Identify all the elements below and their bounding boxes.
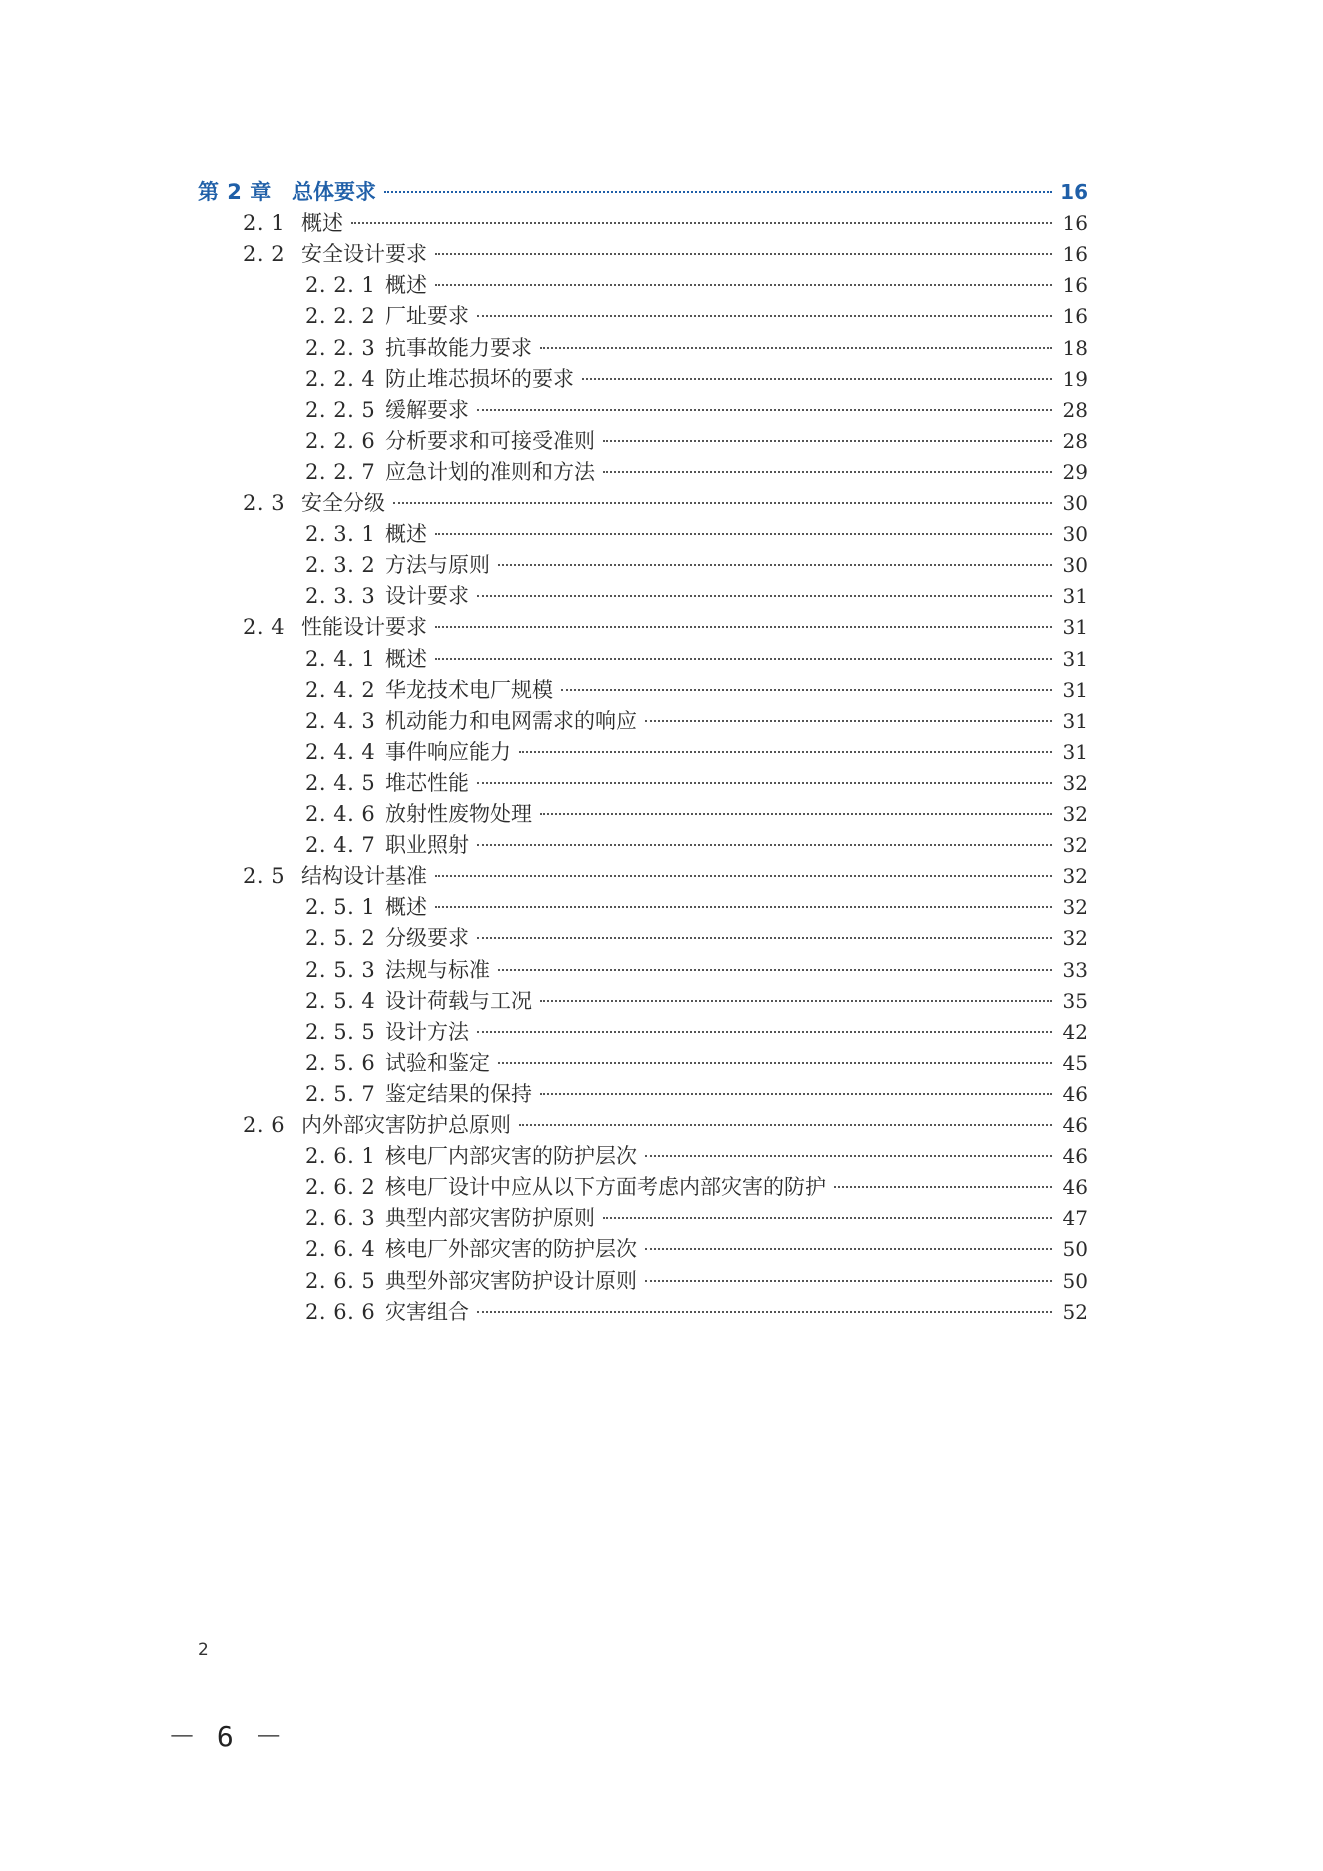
toc-title: 厂址要求 xyxy=(385,304,469,329)
toc-page-number: 45 xyxy=(1062,1050,1088,1075)
toc-page-number: 16 xyxy=(1062,211,1088,236)
dot-leader xyxy=(540,1093,1052,1095)
dot-leader xyxy=(540,347,1052,349)
toc-title: 典型内部灾害防护原则 xyxy=(385,1206,595,1231)
toc-page-number: 16 xyxy=(1062,242,1088,267)
toc-number: 2. 6. 1 xyxy=(305,1144,376,1169)
toc-title: 堆芯性能 xyxy=(385,770,469,795)
dot-leader xyxy=(477,409,1052,411)
dot-leader xyxy=(435,253,1052,255)
toc-title: 概述 xyxy=(385,273,427,298)
dot-leader xyxy=(435,906,1052,908)
dot-leader xyxy=(540,1000,1052,1002)
toc-title: 设计要求 xyxy=(385,584,469,609)
toc-title: 核电厂外部灾害的防护层次 xyxy=(385,1237,637,1262)
toc-page-number: 31 xyxy=(1062,584,1088,609)
toc-page-number: 42 xyxy=(1062,1019,1088,1044)
toc-page-number: 46 xyxy=(1062,1144,1088,1169)
dot-leader xyxy=(435,626,1052,628)
toc-title: 抗事故能力要求 xyxy=(385,335,532,360)
toc-page-number: 31 xyxy=(1062,677,1088,702)
toc-title: 安全设计要求 xyxy=(301,242,427,267)
toc-title: 结构设计基准 xyxy=(301,864,427,889)
dot-leader xyxy=(435,875,1052,877)
dot-leader xyxy=(645,720,1052,722)
toc-number: 2. 6. 4 xyxy=(305,1237,376,1262)
toc-title: 概述 xyxy=(301,211,343,236)
toc-page-number: 30 xyxy=(1062,522,1088,547)
toc-number: 2. 2. 1 xyxy=(305,273,376,298)
toc-title: 防止堆芯损坏的要求 xyxy=(385,366,574,391)
toc-number: 2. 2. 6 xyxy=(305,428,376,453)
toc-page-number: 31 xyxy=(1062,739,1088,764)
toc-page-number: 31 xyxy=(1062,646,1088,671)
toc-number: 2. 5. 6 xyxy=(305,1050,376,1075)
toc-page-number: 30 xyxy=(1062,553,1088,578)
toc-number: 2. 4. 5 xyxy=(305,770,376,795)
toc-number: 2. 3. 2 xyxy=(305,553,376,578)
book-page-number: 2 xyxy=(198,1640,209,1660)
toc-page-number: 46 xyxy=(1062,1175,1088,1200)
toc-title: 鉴定结果的保持 xyxy=(385,1081,532,1106)
toc-number: 2. 6. 5 xyxy=(305,1268,376,1293)
toc-page-number: 18 xyxy=(1062,335,1088,360)
dot-leader xyxy=(435,533,1052,535)
dot-leader xyxy=(477,595,1052,597)
toc-subsection xyxy=(305,1294,1088,1331)
dot-leader xyxy=(435,658,1052,660)
toc-number: 2. 6. 6 xyxy=(305,1299,376,1324)
toc-title: 试验和鉴定 xyxy=(385,1050,490,1075)
dot-leader xyxy=(393,502,1052,504)
toc-title: 华龙技术电厂规模 xyxy=(385,677,553,702)
dot-leader xyxy=(477,937,1052,939)
toc-number: 2. 1 xyxy=(243,211,286,236)
toc-number: 2. 6 xyxy=(243,1113,286,1137)
toc-page-number: 32 xyxy=(1062,802,1088,826)
dot-leader xyxy=(519,751,1052,753)
toc-title: 灾害组合 xyxy=(385,1299,469,1324)
toc-number: 2. 4. 6 xyxy=(305,802,376,826)
toc-title: 应急计划的准则和方法 xyxy=(385,459,595,484)
toc-title: 概述 xyxy=(385,522,427,547)
toc-number: 2. 4 xyxy=(243,615,286,640)
toc-page-number: 32 xyxy=(1062,895,1088,920)
toc-page-number: 16 xyxy=(1060,180,1088,204)
dot-leader xyxy=(498,969,1052,971)
toc-page-number: 29 xyxy=(1062,459,1088,484)
toc-number: 2. 2. 5 xyxy=(305,397,376,422)
toc-title: 核电厂设计中应从以下方面考虑内部灾害的防护 xyxy=(385,1175,826,1200)
dot-leader xyxy=(561,689,1052,691)
toc-page-number: 28 xyxy=(1062,428,1088,453)
toc-number: 2. 6. 2 xyxy=(305,1175,376,1200)
toc-title: 方法与原则 xyxy=(385,553,490,578)
toc-page-number: 32 xyxy=(1062,926,1088,951)
toc-number: 2. 2 xyxy=(243,242,286,267)
toc-title: 放射性废物处理 xyxy=(385,802,532,826)
toc-page-number: 32 xyxy=(1062,770,1088,795)
toc-number: 2. 4. 7 xyxy=(305,833,376,858)
toc-page-number: 52 xyxy=(1062,1299,1088,1324)
toc-page-number: 50 xyxy=(1062,1237,1088,1262)
toc-page-number: 50 xyxy=(1062,1268,1088,1293)
toc-page-number: 32 xyxy=(1062,833,1088,858)
dot-leader xyxy=(519,1124,1052,1126)
dot-leader xyxy=(477,1311,1052,1313)
toc-number: 2. 3 xyxy=(243,491,286,515)
toc-number: 2. 2. 3 xyxy=(305,335,376,360)
dot-leader xyxy=(645,1280,1052,1282)
toc-number: 2. 6. 3 xyxy=(305,1206,376,1231)
toc-number: 2. 5. 5 xyxy=(305,1019,376,1044)
toc-title: 概述 xyxy=(385,646,427,671)
toc-number: 2. 5. 2 xyxy=(305,926,376,951)
dot-leader xyxy=(498,564,1052,566)
dot-leader xyxy=(477,315,1052,317)
dot-leader xyxy=(603,471,1052,473)
toc-page-number: 16 xyxy=(1062,304,1088,329)
dot-leader xyxy=(477,1031,1052,1033)
toc-title: 分析要求和可接受准则 xyxy=(385,428,595,453)
dot-leader xyxy=(603,440,1052,442)
toc-title: 分级要求 xyxy=(385,926,469,951)
toc-page-number: 31 xyxy=(1062,708,1088,733)
toc-number: 2. 5 xyxy=(243,864,286,889)
toc-title: 安全分级 xyxy=(301,491,385,515)
toc-number: 2. 3. 1 xyxy=(305,522,376,547)
toc-title: 典型外部灾害防护设计原则 xyxy=(385,1268,637,1293)
dot-leader xyxy=(834,1186,1052,1188)
toc-number: 2. 5. 4 xyxy=(305,988,376,1013)
toc-page-number: 33 xyxy=(1062,957,1088,982)
toc-number: 2. 4. 1 xyxy=(305,646,376,671)
toc-page-number: 31 xyxy=(1062,615,1088,640)
dot-leader xyxy=(477,844,1052,846)
toc-number: 2. 4. 3 xyxy=(305,708,376,733)
toc-page-number: 47 xyxy=(1062,1206,1088,1231)
toc-page-number: 30 xyxy=(1062,491,1088,515)
toc-page-number: 46 xyxy=(1062,1113,1088,1137)
toc-page-number: 19 xyxy=(1062,366,1088,391)
toc-number: 第 2 章 xyxy=(198,180,272,204)
toc-title: 概述 xyxy=(385,895,427,920)
dot-leader xyxy=(351,222,1052,224)
toc-title: 设计方法 xyxy=(385,1019,469,1044)
toc-title: 法规与标准 xyxy=(385,957,490,982)
toc-number: 2. 5. 1 xyxy=(305,895,376,920)
toc-number: 2. 4. 4 xyxy=(305,739,376,764)
toc-title: 核电厂内部灾害的防护层次 xyxy=(385,1144,637,1169)
dot-leader xyxy=(540,813,1052,815)
toc-number: 2. 5. 7 xyxy=(305,1081,376,1106)
toc-number: 2. 3. 3 xyxy=(305,584,376,609)
toc-page-number: 46 xyxy=(1062,1081,1088,1106)
toc-number: 2. 2. 7 xyxy=(305,459,376,484)
dot-leader xyxy=(435,284,1052,286)
toc-page-number: 16 xyxy=(1062,273,1088,298)
toc-title: 缓解要求 xyxy=(385,397,469,422)
toc-number: 2. 4. 2 xyxy=(305,677,376,702)
dot-leader xyxy=(582,378,1052,380)
toc-number: 2. 2. 4 xyxy=(305,366,376,391)
dot-leader xyxy=(498,1062,1052,1064)
toc-title: 设计荷载与工况 xyxy=(385,988,532,1013)
dot-leader xyxy=(645,1248,1052,1250)
dot-leader xyxy=(603,1217,1052,1219)
dot-leader xyxy=(645,1155,1052,1157)
toc-title: 内外部灾害防护总原则 xyxy=(301,1113,511,1137)
toc-number: 2. 5. 3 xyxy=(305,957,376,982)
dot-leader xyxy=(384,191,1052,193)
toc-title: 职业照射 xyxy=(385,833,469,858)
toc-title: 性能设计要求 xyxy=(301,615,427,640)
toc-page-number: 28 xyxy=(1062,397,1088,422)
toc-title: 总体要求 xyxy=(292,180,376,204)
toc-title: 事件响应能力 xyxy=(385,739,511,764)
toc-page-number: 32 xyxy=(1062,864,1088,889)
toc-number: 2. 2. 2 xyxy=(305,304,376,329)
dot-leader xyxy=(477,782,1052,784)
toc-page-number: 35 xyxy=(1062,988,1088,1013)
toc-title: 机动能力和电网需求的响应 xyxy=(385,708,637,733)
document-page-number: － 6 － xyxy=(168,1720,285,1753)
